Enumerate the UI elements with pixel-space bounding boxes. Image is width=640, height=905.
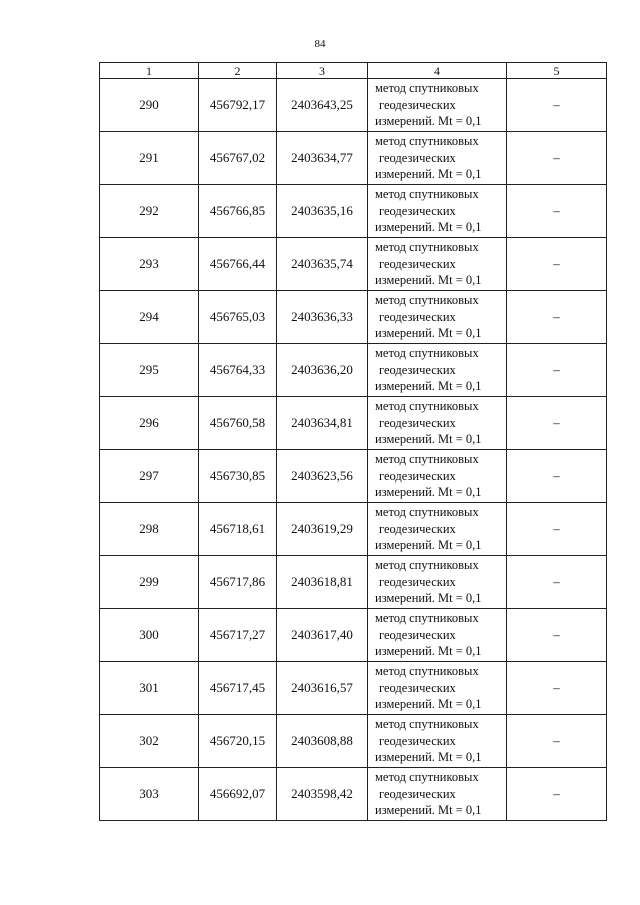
table-row [100, 609, 607, 662]
method-line: геодезических [379, 97, 456, 112]
point-number: 299 [100, 556, 199, 609]
measurement-method [368, 715, 507, 768]
coordinate-y: 2403636,33 [277, 291, 368, 344]
method-line: геодезических [379, 309, 456, 324]
method-line: измерений. Mt = 0,1 [375, 644, 482, 659]
method-line: геодезических [379, 203, 456, 218]
method-line: геодезических [379, 256, 456, 271]
method-line: измерений. Mt = 0,1 [375, 591, 482, 606]
header-row [100, 63, 607, 79]
method-line: метод спутниковых [375, 346, 479, 361]
method-line: метод спутниковых [375, 717, 479, 732]
header-col-5: 5 [507, 63, 607, 79]
method-line: геодезических [379, 733, 456, 748]
method-line: измерений. Mt = 0,1 [375, 220, 482, 235]
coordinate-y: 2403636,20 [277, 344, 368, 397]
method-line: измерений. Mt = 0,1 [375, 167, 482, 182]
method-line: геодезических [379, 521, 456, 536]
coordinate-y: 2403635,16 [277, 185, 368, 238]
coordinate-x: 456760,58 [199, 397, 277, 450]
method-line: метод спутниковых [375, 134, 479, 149]
col5-value: – [507, 291, 607, 344]
coordinate-x: 456692,07 [199, 768, 277, 821]
table-row [100, 397, 607, 450]
table-row [100, 503, 607, 556]
method-line: измерений. Mt = 0,1 [375, 379, 482, 394]
table-row [100, 344, 607, 397]
coordinate-y: 2403619,29 [277, 503, 368, 556]
measurement-method [368, 503, 507, 556]
method-line: геодезических [379, 415, 456, 430]
point-number: 300 [100, 609, 199, 662]
coordinate-y: 2403608,88 [277, 715, 368, 768]
table-row [100, 185, 607, 238]
measurement-method [368, 397, 507, 450]
method-line: измерений. Mt = 0,1 [375, 697, 482, 712]
measurement-method [368, 344, 507, 397]
table-row [100, 450, 607, 503]
method-line: измерений. Mt = 0,1 [375, 803, 482, 818]
coordinate-x: 456717,27 [199, 609, 277, 662]
col5-value: – [507, 556, 607, 609]
method-line: геодезических [379, 680, 456, 695]
header-col-2: 2 [199, 63, 277, 79]
method-line: метод спутниковых [375, 81, 479, 96]
coordinate-x: 456765,03 [199, 291, 277, 344]
coordinate-x: 456717,45 [199, 662, 277, 715]
point-number: 290 [100, 79, 199, 132]
coordinate-x: 456767,02 [199, 132, 277, 185]
measurement-method [368, 132, 507, 185]
coordinate-y: 2403634,81 [277, 397, 368, 450]
point-number: 298 [100, 503, 199, 556]
point-number: 297 [100, 450, 199, 503]
method-line: метод спутниковых [375, 770, 479, 785]
method-line: метод спутниковых [375, 240, 479, 255]
measurement-method [368, 238, 507, 291]
table-row [100, 715, 607, 768]
col5-value: – [507, 132, 607, 185]
method-line: метод спутниковых [375, 505, 479, 520]
measurement-method [368, 662, 507, 715]
method-line: измерений. Mt = 0,1 [375, 485, 482, 500]
coordinate-y: 2403617,40 [277, 609, 368, 662]
point-number: 301 [100, 662, 199, 715]
measurement-method [368, 450, 507, 503]
coordinate-x: 456764,33 [199, 344, 277, 397]
table-row [100, 556, 607, 609]
method-line: метод спутниковых [375, 558, 479, 573]
page-number: 84 [314, 38, 326, 50]
table-row [100, 79, 607, 132]
method-line: метод спутниковых [375, 399, 479, 414]
col5-value: – [507, 715, 607, 768]
table-row [100, 768, 607, 821]
coordinates-table [99, 62, 607, 821]
method-line: метод спутниковых [375, 293, 479, 308]
coordinate-x: 456766,85 [199, 185, 277, 238]
coordinate-y: 2403598,42 [277, 768, 368, 821]
coordinate-y: 2403634,77 [277, 132, 368, 185]
method-line: измерений. Mt = 0,1 [375, 273, 482, 288]
measurement-method [368, 556, 507, 609]
point-number: 293 [100, 238, 199, 291]
coordinate-y: 2403623,56 [277, 450, 368, 503]
coordinate-x: 456766,44 [199, 238, 277, 291]
col5-value: – [507, 238, 607, 291]
measurement-method [368, 79, 507, 132]
col5-value: – [507, 185, 607, 238]
method-line: геодезических [379, 627, 456, 642]
table-row [100, 238, 607, 291]
method-line: измерений. Mt = 0,1 [375, 538, 482, 553]
method-line: геодезических [379, 362, 456, 377]
table-body [100, 79, 607, 821]
col5-value: – [507, 503, 607, 556]
coordinate-x: 456792,17 [199, 79, 277, 132]
measurement-method [368, 291, 507, 344]
col5-value: – [507, 662, 607, 715]
point-number: 296 [100, 397, 199, 450]
method-line: метод спутниковых [375, 187, 479, 202]
method-line: измерений. Mt = 0,1 [375, 750, 482, 765]
col5-value: – [507, 397, 607, 450]
method-line: измерений. Mt = 0,1 [375, 326, 482, 341]
col5-value: – [507, 344, 607, 397]
coordinate-x: 456720,15 [199, 715, 277, 768]
coordinate-x: 456730,85 [199, 450, 277, 503]
header-col-4: 4 [368, 63, 507, 79]
col5-value: – [507, 79, 607, 132]
measurement-method [368, 768, 507, 821]
table-header [100, 63, 607, 79]
measurement-method [368, 609, 507, 662]
method-line: метод спутниковых [375, 452, 479, 467]
coordinate-y: 2403618,81 [277, 556, 368, 609]
point-number: 295 [100, 344, 199, 397]
method-line: метод спутниковых [375, 611, 479, 626]
col5-value: – [507, 450, 607, 503]
method-line: геодезических [379, 468, 456, 483]
coordinate-x: 456718,61 [199, 503, 277, 556]
method-line: измерений. Mt = 0,1 [375, 432, 482, 447]
measurement-method [368, 185, 507, 238]
point-number: 291 [100, 132, 199, 185]
table-row [100, 132, 607, 185]
col5-value: – [507, 609, 607, 662]
header-col-1: 1 [100, 63, 199, 79]
coordinate-y: 2403643,25 [277, 79, 368, 132]
method-line: геодезических [379, 150, 456, 165]
table-row [100, 662, 607, 715]
method-line: измерений. Mt = 0,1 [375, 114, 482, 129]
method-line: метод спутниковых [375, 664, 479, 679]
table-row [100, 291, 607, 344]
method-line: геодезических [379, 574, 456, 589]
point-number: 294 [100, 291, 199, 344]
point-number: 292 [100, 185, 199, 238]
point-number: 303 [100, 768, 199, 821]
point-number: 302 [100, 715, 199, 768]
coordinate-y: 2403616,57 [277, 662, 368, 715]
coordinate-x: 456717,86 [199, 556, 277, 609]
header-col-3: 3 [277, 63, 368, 79]
coordinate-y: 2403635,74 [277, 238, 368, 291]
col5-value: – [507, 768, 607, 821]
method-line: геодезических [379, 786, 456, 801]
